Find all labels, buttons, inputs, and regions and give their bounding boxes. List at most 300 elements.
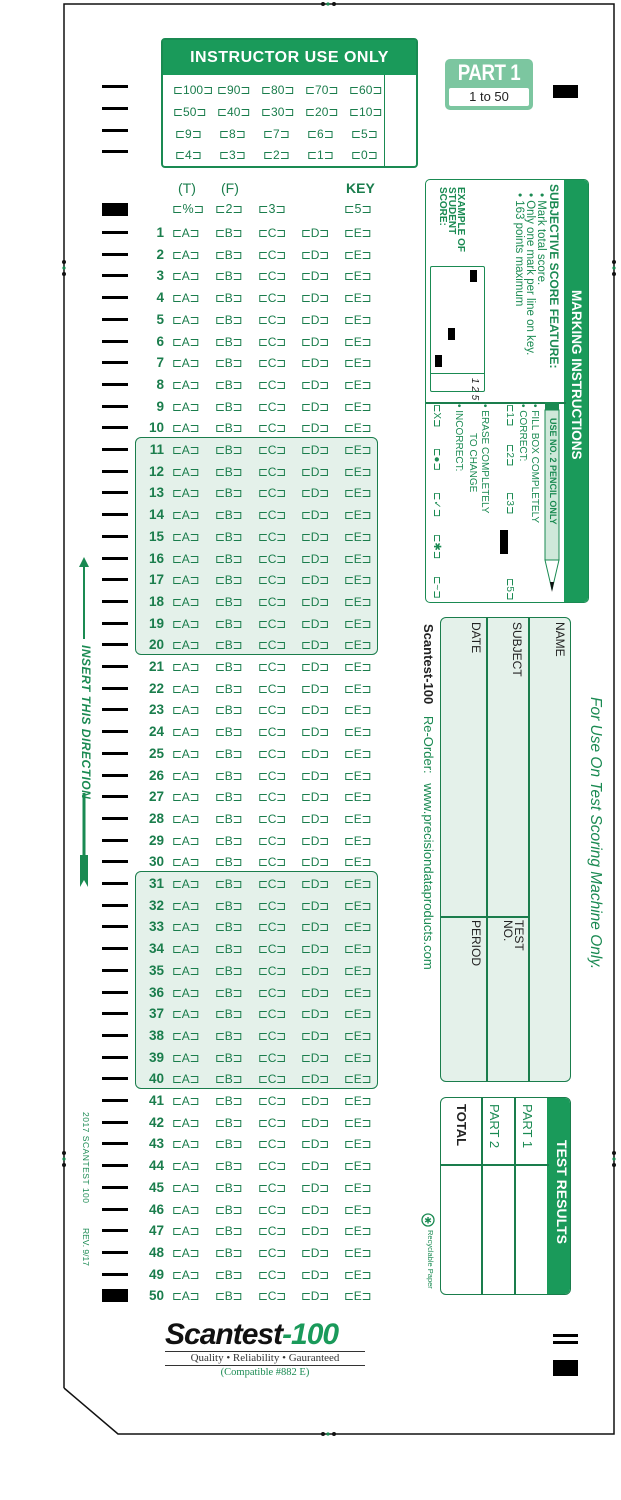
answer-bubble-c[interactable]: ⊏C⊐ — [258, 1288, 286, 1303]
score-bubble-8[interactable]: ⊏8⊐ — [219, 127, 246, 141]
answer-bubble-a[interactable]: ⊏A⊐ — [172, 464, 200, 479]
answer-bubble-b[interactable]: ⊏B⊐ — [215, 876, 243, 891]
answer-bubble-c[interactable]: ⊏C⊐ — [258, 464, 286, 479]
answer-bubble-a[interactable]: ⊏A⊐ — [172, 1223, 200, 1238]
answer-bubble-b[interactable]: ⊏B⊐ — [215, 1136, 243, 1151]
answer-bubble-c[interactable]: ⊏C⊐ — [258, 1267, 286, 1282]
answer-bubble-e[interactable]: ⊏E⊐ — [344, 681, 372, 696]
answer-bubble-b[interactable]: ⊏B⊐ — [215, 919, 243, 934]
answer-bubble-e[interactable]: ⊏E⊐ — [344, 724, 372, 739]
answer-bubble-b[interactable]: ⊏B⊐ — [215, 355, 243, 370]
answer-bubble-e[interactable]: ⊏E⊐ — [344, 1267, 372, 1282]
answer-bubble-d[interactable]: ⊏D⊐ — [301, 1028, 329, 1043]
answer-bubble-a[interactable]: ⊏A⊐ — [172, 1136, 200, 1151]
answer-bubble-d[interactable]: ⊏D⊐ — [301, 268, 329, 283]
answer-bubble-a[interactable]: ⊏A⊐ — [172, 919, 200, 934]
answer-bubble-b[interactable]: ⊏B⊐ — [215, 507, 243, 522]
answer-bubble-e[interactable]: ⊏E⊐ — [344, 963, 372, 978]
answer-bubble-a[interactable]: ⊏A⊐ — [172, 768, 200, 783]
answer-bubble-c[interactable]: ⊏C⊐ — [258, 399, 286, 414]
answer-bubble-e[interactable]: ⊏E⊐ — [344, 594, 372, 609]
score-bubble-80[interactable]: ⊏80⊐ — [261, 83, 295, 97]
answer-bubble-b[interactable]: ⊏B⊐ — [215, 941, 243, 956]
answer-bubble-a[interactable]: ⊏A⊐ — [172, 1288, 200, 1303]
answer-bubble-b[interactable]: ⊏B⊐ — [215, 1223, 243, 1238]
answer-bubble-b[interactable]: ⊏B⊐ — [215, 833, 243, 848]
answer-bubble-c[interactable]: ⊏C⊐ — [258, 1202, 286, 1217]
answer-bubble-c[interactable]: ⊏C⊐ — [258, 551, 286, 566]
answer-bubble-c[interactable]: ⊏C⊐ — [258, 1158, 286, 1173]
answer-bubble-d[interactable]: ⊏D⊐ — [301, 355, 329, 370]
answer-bubble-e[interactable]: ⊏E⊐ — [344, 507, 372, 522]
answer-bubble-b[interactable]: ⊏B⊐ — [215, 268, 243, 283]
answer-bubble-c[interactable]: ⊏C⊐ — [258, 898, 286, 913]
answer-bubble-c[interactable]: ⊏C⊐ — [258, 355, 286, 370]
answer-bubble-a[interactable]: ⊏A⊐ — [172, 594, 200, 609]
answer-bubble-a[interactable]: ⊏A⊐ — [172, 811, 200, 826]
answer-bubble-e[interactable]: ⊏E⊐ — [344, 941, 372, 956]
key-bubble-3[interactable]: ⊏3⊐ — [258, 202, 286, 216]
answer-bubble-c[interactable]: ⊏C⊐ — [258, 1093, 286, 1108]
answer-bubble-b[interactable]: ⊏B⊐ — [215, 789, 243, 804]
answer-bubble-b[interactable]: ⊏B⊐ — [215, 985, 243, 1000]
answer-bubble-a[interactable]: ⊏A⊐ — [172, 334, 200, 349]
answer-bubble-e[interactable]: ⊏E⊐ — [344, 355, 372, 370]
answer-bubble-e[interactable]: ⊏E⊐ — [344, 876, 372, 891]
answer-bubble-d[interactable]: ⊏D⊐ — [301, 247, 329, 262]
answer-bubble-e[interactable]: ⊏E⊐ — [344, 1050, 372, 1065]
answer-bubble-b[interactable]: ⊏B⊐ — [215, 1267, 243, 1282]
answer-bubble-e[interactable]: ⊏E⊐ — [344, 290, 372, 305]
answer-bubble-e[interactable]: ⊏E⊐ — [344, 1180, 372, 1195]
answer-bubble-e[interactable]: ⊏E⊐ — [344, 985, 372, 1000]
answer-bubble-b[interactable]: ⊏B⊐ — [215, 1115, 243, 1130]
answer-bubble-c[interactable]: ⊏C⊐ — [258, 377, 286, 392]
score-bubble-3[interactable]: ⊏3⊐ — [219, 148, 246, 162]
answer-bubble-b[interactable]: ⊏B⊐ — [215, 312, 243, 327]
score-bubble-1[interactable]: ⊏1⊐ — [307, 148, 334, 162]
answer-bubble-e[interactable]: ⊏E⊐ — [344, 247, 372, 262]
score-bubble-20[interactable]: ⊏20⊐ — [305, 105, 339, 119]
answer-bubble-b[interactable]: ⊏B⊐ — [215, 746, 243, 761]
answer-bubble-b[interactable]: ⊏B⊐ — [215, 1071, 243, 1086]
answer-bubble-c[interactable]: ⊏C⊐ — [258, 985, 286, 1000]
answer-bubble-e[interactable]: ⊏E⊐ — [344, 1158, 372, 1173]
answer-bubble-d[interactable]: ⊏D⊐ — [301, 637, 329, 652]
answer-bubble-e[interactable]: ⊏E⊐ — [344, 442, 372, 457]
answer-bubble-e[interactable]: ⊏E⊐ — [344, 919, 372, 934]
key-bubble-2[interactable]: ⊏2⊐ — [215, 202, 243, 216]
answer-bubble-b[interactable]: ⊏B⊐ — [215, 399, 243, 414]
answer-bubble-a[interactable]: ⊏A⊐ — [172, 941, 200, 956]
answer-bubble-e[interactable]: ⊏E⊐ — [344, 833, 372, 848]
answer-bubble-d[interactable]: ⊏D⊐ — [301, 616, 329, 631]
answer-bubble-e[interactable]: ⊏E⊐ — [344, 1006, 372, 1021]
answer-bubble-a[interactable]: ⊏A⊐ — [172, 1245, 200, 1260]
answer-bubble-d[interactable]: ⊏D⊐ — [301, 1245, 329, 1260]
answer-bubble-a[interactable]: ⊏A⊐ — [172, 1202, 200, 1217]
answer-bubble-b[interactable]: ⊏B⊐ — [215, 485, 243, 500]
answer-bubble-c[interactable]: ⊏C⊐ — [258, 637, 286, 652]
score-bubble-60[interactable]: ⊏60⊐ — [349, 83, 383, 97]
answer-bubble-b[interactable]: ⊏B⊐ — [215, 854, 243, 869]
answer-bubble-b[interactable]: ⊏B⊐ — [215, 529, 243, 544]
answer-bubble-b[interactable]: ⊏B⊐ — [215, 1028, 243, 1043]
answer-bubble-e[interactable]: ⊏E⊐ — [344, 1071, 372, 1086]
answer-bubble-e[interactable]: ⊏E⊐ — [344, 485, 372, 500]
answer-bubble-b[interactable]: ⊏B⊐ — [215, 1093, 243, 1108]
answer-bubble-a[interactable]: ⊏A⊐ — [172, 637, 200, 652]
answer-bubble-b[interactable]: ⊏B⊐ — [215, 1006, 243, 1021]
answer-bubble-d[interactable]: ⊏D⊐ — [301, 464, 329, 479]
part-range: 1 to 50 — [449, 88, 529, 106]
answer-bubble-a[interactable]: ⊏A⊐ — [172, 1028, 200, 1043]
answer-bubble-c[interactable]: ⊏C⊐ — [258, 616, 286, 631]
answer-bubble-d[interactable]: ⊏D⊐ — [301, 420, 329, 435]
answer-bubble-a[interactable]: ⊏A⊐ — [172, 616, 200, 631]
answer-bubble-e[interactable]: ⊏E⊐ — [344, 225, 372, 240]
score-bubble-70[interactable]: ⊏70⊐ — [305, 83, 339, 97]
answer-bubble-d[interactable]: ⊏D⊐ — [301, 659, 329, 674]
answer-bubble-b[interactable]: ⊏B⊐ — [215, 659, 243, 674]
answer-bubble-c[interactable]: ⊏C⊐ — [258, 1115, 286, 1130]
answer-bubble-c[interactable]: ⊏C⊐ — [258, 1180, 286, 1195]
timing-mark — [102, 687, 128, 690]
answer-bubble-a[interactable]: ⊏A⊐ — [172, 442, 200, 457]
answer-bubble-a[interactable]: ⊏A⊐ — [172, 1115, 200, 1130]
score-bubble-0[interactable]: ⊏0⊐ — [351, 148, 378, 162]
answer-bubble-d[interactable]: ⊏D⊐ — [301, 1288, 329, 1303]
answer-bubble-c[interactable]: ⊏C⊐ — [258, 507, 286, 522]
question-number: 28 — [148, 811, 164, 826]
answer-bubble-e[interactable]: ⊏E⊐ — [344, 1245, 372, 1260]
answer-bubble-c[interactable]: ⊏C⊐ — [258, 247, 286, 262]
answer-bubble-e[interactable]: ⊏E⊐ — [344, 811, 372, 826]
answer-bubble-e[interactable]: ⊏E⊐ — [344, 377, 372, 392]
name-field-label[interactable]: NAME — [553, 622, 567, 657]
answer-bubble-d[interactable]: ⊏D⊐ — [301, 833, 329, 848]
score-bubble-5[interactable]: ⊏5⊐ — [351, 127, 378, 141]
answer-bubble-e[interactable]: ⊏E⊐ — [344, 659, 372, 674]
answer-bubble-d[interactable]: ⊏D⊐ — [301, 1223, 329, 1238]
answer-bubble-a[interactable]: ⊏A⊐ — [172, 702, 200, 717]
key-bubble-5[interactable]: ⊏5⊐ — [344, 202, 372, 216]
answer-bubble-c[interactable]: ⊏C⊐ — [258, 854, 286, 869]
key-bubble-percent[interactable]: ⊏%⊐ — [172, 202, 205, 216]
answer-bubble-c[interactable]: ⊏C⊐ — [258, 941, 286, 956]
answer-bubble-b[interactable]: ⊏B⊐ — [215, 1245, 243, 1260]
answer-bubble-b[interactable]: ⊏B⊐ — [215, 963, 243, 978]
answer-bubble-e[interactable]: ⊏E⊐ — [344, 789, 372, 804]
result-row-part1[interactable]: PART 1 — [520, 1104, 535, 1149]
answer-bubble-b[interactable]: ⊏B⊐ — [215, 898, 243, 913]
answer-bubble-a[interactable]: ⊏A⊐ — [172, 898, 200, 913]
score-bubble-2[interactable]: ⊏2⊐ — [263, 148, 290, 162]
answer-bubble-e[interactable]: ⊏E⊐ — [344, 464, 372, 479]
question-row — [140, 808, 387, 829]
answer-bubble-b[interactable]: ⊏B⊐ — [215, 377, 243, 392]
question-row — [140, 938, 387, 959]
answer-bubble-a[interactable]: ⊏A⊐ — [172, 377, 200, 392]
answer-bubble-d[interactable]: ⊏D⊐ — [301, 963, 329, 978]
answer-bubble-c[interactable]: ⊏C⊐ — [258, 442, 286, 457]
answer-bubble-e[interactable]: ⊏E⊐ — [344, 572, 372, 587]
answer-bubble-b[interactable]: ⊏B⊐ — [215, 1180, 243, 1195]
score-bubble-4[interactable]: ⊏4⊐ — [175, 148, 202, 162]
answer-bubble-c[interactable]: ⊏C⊐ — [258, 268, 286, 283]
answer-bubble-c[interactable]: ⊏C⊐ — [258, 1028, 286, 1043]
answer-bubble-d[interactable]: ⊏D⊐ — [301, 681, 329, 696]
answer-bubble-b[interactable]: ⊏B⊐ — [215, 681, 243, 696]
correct-mark-5: ⊏5⊐ — [504, 578, 515, 601]
question-number: 22 — [148, 681, 164, 696]
answer-bubble-e[interactable]: ⊏E⊐ — [344, 334, 372, 349]
answer-bubble-c[interactable]: ⊏C⊐ — [258, 768, 286, 783]
answer-bubble-c[interactable]: ⊏C⊐ — [258, 724, 286, 739]
answer-bubble-a[interactable]: ⊏A⊐ — [172, 789, 200, 804]
timing-mark — [102, 513, 128, 516]
answer-bubble-a[interactable]: ⊏A⊐ — [172, 225, 200, 240]
answer-bubble-b[interactable]: ⊏B⊐ — [215, 637, 243, 652]
answer-bubble-d[interactable]: ⊏D⊐ — [301, 789, 329, 804]
answer-bubble-a[interactable]: ⊏A⊐ — [172, 833, 200, 848]
answer-bubble-a[interactable]: ⊏A⊐ — [172, 572, 200, 587]
score-bubble-7[interactable]: ⊏7⊐ — [263, 127, 290, 141]
answer-bubble-c[interactable]: ⊏C⊐ — [258, 1136, 286, 1151]
answer-bubble-a[interactable]: ⊏A⊐ — [172, 507, 200, 522]
answer-bubble-e[interactable]: ⊏E⊐ — [344, 1136, 372, 1151]
answer-bubble-d[interactable]: ⊏D⊐ — [301, 811, 329, 826]
answer-bubble-d[interactable]: ⊏D⊐ — [301, 551, 329, 566]
answer-bubble-a[interactable]: ⊏A⊐ — [172, 963, 200, 978]
answer-bubble-e[interactable]: ⊏E⊐ — [344, 637, 372, 652]
answer-bubble-d[interactable]: ⊏D⊐ — [301, 485, 329, 500]
subject-field-label[interactable]: SUBJECT — [510, 622, 524, 677]
answer-bubble-c[interactable]: ⊏C⊐ — [258, 485, 286, 500]
reorder-url[interactable]: www.precisiondataproducts.com — [421, 783, 436, 970]
answer-bubble-e[interactable]: ⊏E⊐ — [344, 1223, 372, 1238]
answer-bubble-b[interactable]: ⊏B⊐ — [215, 811, 243, 826]
answer-bubble-e[interactable]: ⊏E⊐ — [344, 1028, 372, 1043]
answer-bubble-e[interactable]: ⊏E⊐ — [344, 399, 372, 414]
answer-bubble-a[interactable]: ⊏A⊐ — [172, 876, 200, 891]
answer-bubble-e[interactable]: ⊏E⊐ — [344, 768, 372, 783]
result-row-part2[interactable]: PART 2 — [487, 1104, 502, 1149]
date-field-label[interactable]: DATE — [469, 622, 483, 654]
answer-bubble-e[interactable]: ⊏E⊐ — [344, 1202, 372, 1217]
answer-bubble-c[interactable]: ⊏C⊐ — [258, 334, 286, 349]
timing-mark — [102, 85, 128, 88]
answer-bubble-b[interactable]: ⊏B⊐ — [215, 724, 243, 739]
answer-bubble-c[interactable]: ⊏C⊐ — [258, 789, 286, 804]
answer-bubble-c[interactable]: ⊏C⊐ — [258, 681, 286, 696]
answer-bubble-a[interactable]: ⊏A⊐ — [172, 551, 200, 566]
answer-bubble-b[interactable]: ⊏B⊐ — [215, 594, 243, 609]
answer-bubble-d[interactable]: ⊏D⊐ — [301, 1071, 329, 1086]
answer-bubble-b[interactable]: ⊏B⊐ — [215, 702, 243, 717]
example-score: 1 2 5 — [469, 378, 480, 401]
answer-bubble-a[interactable]: ⊏A⊐ — [172, 985, 200, 1000]
answer-bubble-c[interactable]: ⊏C⊐ — [258, 1050, 286, 1065]
answer-bubble-e[interactable]: ⊏E⊐ — [344, 1288, 372, 1303]
answer-bubble-d[interactable]: ⊏D⊐ — [301, 985, 329, 1000]
answer-bubble-d[interactable]: ⊏D⊐ — [301, 724, 329, 739]
score-bubble-10[interactable]: ⊏10⊐ — [349, 105, 383, 119]
answer-bubble-e[interactable]: ⊏E⊐ — [344, 312, 372, 327]
answer-bubble-c[interactable]: ⊏C⊐ — [258, 963, 286, 978]
scantest-logo — [165, 1320, 365, 1380]
answer-bubble-a[interactable]: ⊏A⊐ — [172, 1006, 200, 1021]
answer-bubble-c[interactable]: ⊏C⊐ — [258, 290, 286, 305]
question-number: 27 — [148, 789, 164, 804]
score-bubble-6[interactable]: ⊏6⊐ — [307, 127, 334, 141]
answer-bubble-d[interactable]: ⊏D⊐ — [301, 702, 329, 717]
answer-bubble-d[interactable]: ⊏D⊐ — [301, 377, 329, 392]
answer-bubble-d[interactable]: ⊏D⊐ — [301, 572, 329, 587]
answer-bubble-a[interactable]: ⊏A⊐ — [172, 485, 200, 500]
answer-bubble-b[interactable]: ⊏B⊐ — [215, 616, 243, 631]
answer-bubble-b[interactable]: ⊏B⊐ — [215, 464, 243, 479]
answer-bubble-d[interactable]: ⊏D⊐ — [301, 1158, 329, 1173]
score-bubble-9[interactable]: ⊏9⊐ — [175, 127, 202, 141]
timing-mark — [102, 730, 128, 733]
answer-bubble-b[interactable]: ⊏B⊐ — [215, 290, 243, 305]
answer-bubble-e[interactable]: ⊏E⊐ — [344, 1093, 372, 1108]
answer-bubble-c[interactable]: ⊏C⊐ — [258, 746, 286, 761]
incorrect-mark-check: ⊏✓⊐ — [431, 492, 442, 518]
question-row — [140, 396, 387, 417]
answer-bubble-d[interactable]: ⊏D⊐ — [301, 529, 329, 544]
answer-bubble-e[interactable]: ⊏E⊐ — [344, 1115, 372, 1130]
answer-bubble-a[interactable]: ⊏A⊐ — [172, 681, 200, 696]
answer-bubble-a[interactable]: ⊏A⊐ — [172, 746, 200, 761]
answer-bubble-a[interactable]: ⊏A⊐ — [172, 1180, 200, 1195]
answer-bubble-d[interactable]: ⊏D⊐ — [301, 1136, 329, 1151]
answer-bubble-b[interactable]: ⊏B⊐ — [215, 551, 243, 566]
answer-bubble-d[interactable]: ⊏D⊐ — [301, 919, 329, 934]
answer-bubble-b[interactable]: ⊏B⊐ — [215, 334, 243, 349]
answer-bubble-c[interactable]: ⊏C⊐ — [258, 1071, 286, 1086]
test-no-field-label[interactable]: TEST NO. — [501, 920, 526, 951]
answer-bubble-d[interactable]: ⊏D⊐ — [301, 746, 329, 761]
answer-bubble-d[interactable]: ⊏D⊐ — [301, 594, 329, 609]
answer-bubble-d[interactable]: ⊏D⊐ — [301, 312, 329, 327]
answer-bubble-b[interactable]: ⊏B⊐ — [215, 572, 243, 587]
answer-bubble-d[interactable]: ⊏D⊐ — [301, 854, 329, 869]
answer-bubble-a[interactable]: ⊏A⊐ — [172, 290, 200, 305]
answer-bubble-b[interactable]: ⊏B⊐ — [215, 225, 243, 240]
question-number: 24 — [148, 724, 164, 739]
answer-bubble-b[interactable]: ⊏B⊐ — [215, 1202, 243, 1217]
answer-bubble-a[interactable]: ⊏A⊐ — [172, 1093, 200, 1108]
answer-bubble-d[interactable]: ⊏D⊐ — [301, 898, 329, 913]
answer-bubble-c[interactable]: ⊏C⊐ — [258, 572, 286, 587]
answer-bubble-d[interactable]: ⊏D⊐ — [301, 1006, 329, 1021]
answer-bubble-d[interactable]: ⊏D⊐ — [301, 334, 329, 349]
answer-bubble-a[interactable]: ⊏A⊐ — [172, 247, 200, 262]
answer-bubble-c[interactable]: ⊏C⊐ — [258, 1006, 286, 1021]
answer-bubble-d[interactable]: ⊏D⊐ — [301, 941, 329, 956]
answer-bubble-e[interactable]: ⊏E⊐ — [344, 268, 372, 283]
answer-bubble-c[interactable]: ⊏C⊐ — [258, 420, 286, 435]
answer-bubble-a[interactable]: ⊏A⊐ — [172, 854, 200, 869]
score-bubble-50[interactable]: ⊏50⊐ — [173, 105, 207, 119]
answer-bubble-c[interactable]: ⊏C⊐ — [258, 833, 286, 848]
answer-bubble-c[interactable]: ⊏C⊐ — [258, 876, 286, 891]
answer-bubble-a[interactable]: ⊏A⊐ — [172, 659, 200, 674]
answer-bubble-c[interactable]: ⊏C⊐ — [258, 919, 286, 934]
answer-bubble-d[interactable]: ⊏D⊐ — [301, 768, 329, 783]
answer-bubble-c[interactable]: ⊏C⊐ — [258, 811, 286, 826]
question-number: 43 — [148, 1136, 164, 1151]
answer-bubble-a[interactable]: ⊏A⊐ — [172, 529, 200, 544]
answer-bubble-d[interactable]: ⊏D⊐ — [301, 225, 329, 240]
answer-bubble-a[interactable]: ⊏A⊐ — [172, 420, 200, 435]
answer-bubble-c[interactable]: ⊏C⊐ — [258, 702, 286, 717]
answer-bubble-d[interactable]: ⊏D⊐ — [301, 442, 329, 457]
answer-bubble-d[interactable]: ⊏D⊐ — [301, 399, 329, 414]
answer-bubble-e[interactable]: ⊏E⊐ — [344, 854, 372, 869]
answer-bubble-a[interactable]: ⊏A⊐ — [172, 355, 200, 370]
answer-bubble-e[interactable]: ⊏E⊐ — [344, 551, 372, 566]
answer-bubble-c[interactable]: ⊏C⊐ — [258, 312, 286, 327]
answer-bubble-e[interactable]: ⊏E⊐ — [344, 702, 372, 717]
answer-bubble-e[interactable]: ⊏E⊐ — [344, 616, 372, 631]
answer-bubble-b[interactable]: ⊏B⊐ — [215, 442, 243, 457]
answer-bubble-b[interactable]: ⊏B⊐ — [215, 1288, 243, 1303]
answer-bubble-a[interactable]: ⊏A⊐ — [172, 268, 200, 283]
answer-bubble-a[interactable]: ⊏A⊐ — [172, 1267, 200, 1282]
answer-bubble-d[interactable]: ⊏D⊐ — [301, 1115, 329, 1130]
score-bubble-100[interactable]: ⊏100⊐ — [173, 83, 214, 97]
answer-bubble-d[interactable]: ⊏D⊐ — [301, 290, 329, 305]
result-row-total[interactable]: TOTAL — [454, 1104, 469, 1147]
score-bubble-40[interactable]: ⊏40⊐ — [217, 105, 251, 119]
answer-bubble-c[interactable]: ⊏C⊐ — [258, 1245, 286, 1260]
answer-bubble-e[interactable]: ⊏E⊐ — [344, 746, 372, 761]
answer-bubble-c[interactable]: ⊏C⊐ — [258, 659, 286, 674]
answer-bubble-b[interactable]: ⊏B⊐ — [215, 1158, 243, 1173]
answer-bubble-c[interactable]: ⊏C⊐ — [258, 1223, 286, 1238]
answer-bubble-d[interactable]: ⊏D⊐ — [301, 1267, 329, 1282]
period-field-label[interactable]: PERIOD — [469, 920, 483, 967]
answer-bubble-a[interactable]: ⊏A⊐ — [172, 1071, 200, 1086]
answer-bubble-b[interactable]: ⊏B⊐ — [215, 247, 243, 262]
answer-bubble-d[interactable]: ⊏D⊐ — [301, 1202, 329, 1217]
answer-bubble-e[interactable]: ⊏E⊐ — [344, 420, 372, 435]
answer-bubble-e[interactable]: ⊏E⊐ — [344, 898, 372, 913]
answer-bubble-e[interactable]: ⊏E⊐ — [344, 529, 372, 544]
answer-bubble-a[interactable]: ⊏A⊐ — [172, 1158, 200, 1173]
answer-bubble-a[interactable]: ⊏A⊐ — [172, 399, 200, 414]
answer-bubble-c[interactable]: ⊏C⊐ — [258, 594, 286, 609]
answer-bubble-a[interactable]: ⊏A⊐ — [172, 312, 200, 327]
answer-bubble-d[interactable]: ⊏D⊐ — [301, 507, 329, 522]
answer-bubble-a[interactable]: ⊏A⊐ — [172, 1050, 200, 1065]
answer-bubble-c[interactable]: ⊏C⊐ — [258, 529, 286, 544]
answer-bubble-b[interactable]: ⊏B⊐ — [215, 768, 243, 783]
score-bubble-30[interactable]: ⊏30⊐ — [261, 105, 295, 119]
answer-bubble-d[interactable]: ⊏D⊐ — [301, 876, 329, 891]
answer-bubble-a[interactable]: ⊏A⊐ — [172, 724, 200, 739]
score-bubble-90[interactable]: ⊏90⊐ — [217, 83, 251, 97]
answer-bubble-c[interactable]: ⊏C⊐ — [258, 225, 286, 240]
answer-bubble-b[interactable]: ⊏B⊐ — [215, 420, 243, 435]
answer-bubble-d[interactable]: ⊏D⊐ — [301, 1180, 329, 1195]
answer-bubble-b[interactable]: ⊏B⊐ — [215, 1050, 243, 1065]
answer-bubble-d[interactable]: ⊏D⊐ — [301, 1093, 329, 1108]
answer-bubble-d[interactable]: ⊏D⊐ — [301, 1050, 329, 1065]
